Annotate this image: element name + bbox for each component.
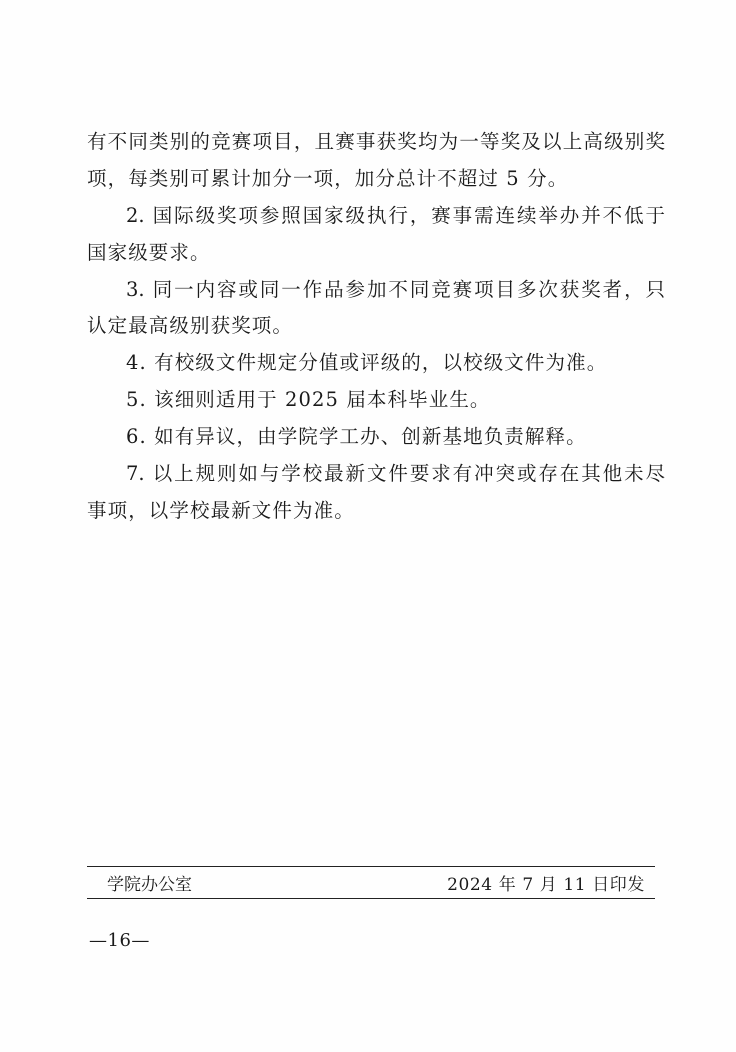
footer-row: [87, 867, 655, 898]
issuer-name: 学院办公室: [107, 875, 192, 895]
text-line: 有不同类别的竞赛项目，且赛事获奖均为一等奖及以上高级别奖: [87, 130, 665, 153]
issue-date: 2024 年 7 月 11 日印发: [447, 875, 645, 895]
list-item-5: 5. 该细则适用于 2025 届本科毕业生。: [126, 388, 491, 412]
page-number: —16—: [89, 930, 150, 951]
list-item-6: 6. 如有异议，由学院学工办、创新基地负责解释。: [126, 425, 587, 449]
list-item-7-line-1: 7. 以上规则如与学校最新文件要求有冲突或存在其他未尽: [126, 462, 665, 486]
footer-bottom-rule: [87, 898, 655, 899]
list-item-4: 4. 有校级文件规定分值或评级的，以校级文件为准。: [126, 351, 608, 375]
document-body: [87, 124, 665, 530]
list-item-3-line-1: 3. 同一内容或同一作品参加不同竞赛项目多次获奖者，只: [126, 277, 665, 301]
list-item-2-line-1: 2. 国际级奖项参照国家级执行，赛事需连续举办并不低于: [126, 203, 665, 227]
list-item-2-line-2: 国家级要求。: [87, 240, 211, 264]
text-line: 项，每类别可累计加分一项，加分总计不超过 5 分。: [87, 166, 569, 190]
list-item-3-line-2: 认定最高级别获奖项。: [87, 314, 294, 338]
document-footer: [87, 866, 655, 899]
list-item-7-line-2: 事项，以学校最新文件为准。: [87, 498, 355, 522]
